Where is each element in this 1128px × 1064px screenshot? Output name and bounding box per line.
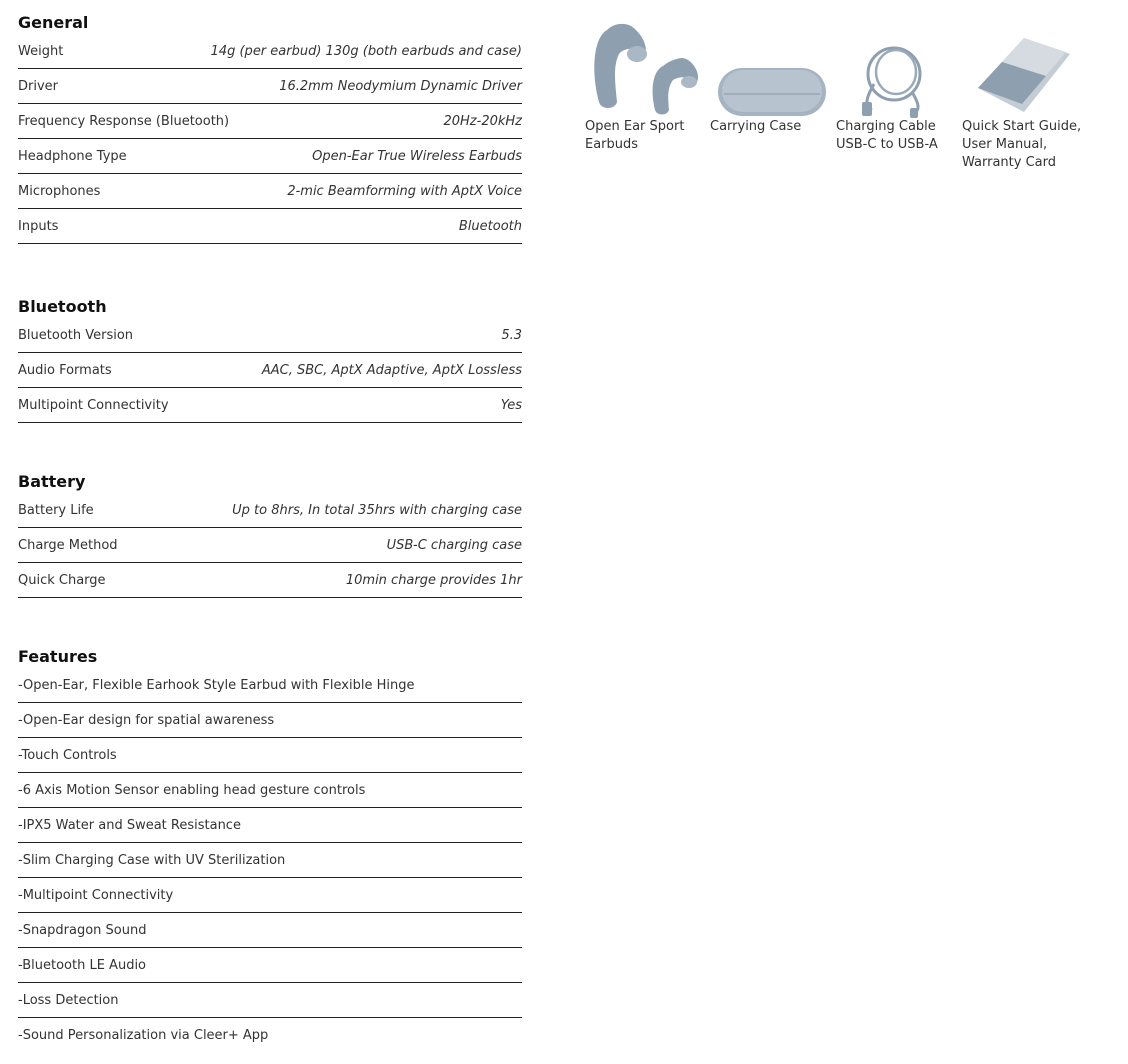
box-item-caption: Open Ear Sport Earbuds: [585, 119, 685, 152]
spec-row-driver: [18, 69, 522, 104]
spec-label: Inputs: [18, 218, 59, 234]
spec-row-battery-life: [18, 493, 522, 528]
spec-sheet: [18, 0, 522, 1053]
spec-label: Weight: [18, 43, 64, 59]
spec-value: 5.3: [501, 327, 522, 343]
spec-value: 14g (per earbud) 130g (both earbuds and case): [210, 43, 522, 59]
section-title-bluetooth: Bluetooth: [18, 297, 107, 316]
section-spacer: [18, 423, 522, 459]
spec-value: 20Hz-20kHz: [443, 113, 522, 129]
feature-item: -6 Axis Motion Sensor enabling head gesture controls: [18, 773, 522, 808]
spec-row-audio-formats: [18, 353, 522, 388]
feature-item: -Open-Ear, Flexible Earhook Style Earbud with Flexible Hinge: [18, 668, 522, 703]
charging-cable-icon: [836, 18, 956, 118]
spec-row-inputs: [18, 209, 522, 244]
box-item-carrying-case: [710, 18, 830, 136]
spec-label: Driver: [18, 78, 59, 94]
spec-value: Yes: [500, 397, 522, 413]
feature-item: -Loss Detection: [18, 983, 522, 1018]
spec-label: Audio Formats: [18, 362, 112, 378]
spec-label: Quick Charge: [18, 572, 106, 588]
spec-value: 2-mic Beamforming with AptX Voice: [287, 183, 522, 199]
section-title-general: General: [18, 13, 89, 32]
spec-row-microphones: [18, 174, 522, 209]
spec-value: USB-C charging case: [386, 537, 522, 553]
spec-row-weight: [18, 34, 522, 69]
spec-value: Up to 8hrs, In total 35hrs with charging case: [232, 502, 522, 518]
spec-value: 10min charge provides 1hr: [345, 572, 522, 588]
spec-value: Open-Ear True Wireless Earbuds: [312, 148, 522, 164]
box-item-caption: Charging Cable USB-C to USB-A: [836, 119, 938, 152]
feature-item: -IPX5 Water and Sweat Resistance: [18, 808, 522, 843]
spec-row-frequency-response: [18, 104, 522, 139]
section-title-battery: Battery: [18, 472, 86, 491]
spec-label: Multipoint Connectivity: [18, 397, 169, 413]
feature-item: -Open-Ear design for spatial awareness: [18, 703, 522, 738]
spec-row-bluetooth-version: [18, 318, 522, 353]
feature-item: -Sound Personalization via Cleer+ App: [18, 1028, 269, 1043]
spec-row-quick-charge: [18, 563, 522, 598]
spec-label: Charge Method: [18, 537, 118, 553]
spec-row-multipoint: [18, 388, 522, 423]
earbuds-icon: [585, 18, 705, 118]
general-spec-list: [18, 34, 522, 244]
box-item-caption: Carrying Case: [710, 119, 802, 134]
feature-item: -Multipoint Connectivity: [18, 878, 522, 913]
spec-value: Bluetooth: [458, 218, 522, 234]
feature-item: -Snapdragon Sound: [18, 913, 522, 948]
box-item-documents: [962, 18, 1082, 172]
spec-label: Frequency Response (Bluetooth): [18, 113, 230, 129]
feature-item: -Bluetooth LE Audio: [18, 948, 522, 983]
spec-label: Battery Life: [18, 502, 94, 518]
carrying-case-icon: [710, 18, 830, 118]
spec-value: AAC, SBC, AptX Adaptive, AptX Lossless: [261, 362, 522, 378]
section-spacer: [18, 244, 522, 284]
feature-item: -Touch Controls: [18, 738, 522, 773]
features-list: [18, 668, 522, 1053]
spec-label: Microphones: [18, 183, 101, 199]
spec-label: Bluetooth Version: [18, 327, 134, 343]
spec-row-charge-method: [18, 528, 522, 563]
spec-label: Headphone Type: [18, 148, 127, 164]
section-title-features: Features: [18, 647, 98, 666]
feature-item: -Slim Charging Case with UV Sterilization: [18, 843, 522, 878]
spec-row-headphone-type: [18, 139, 522, 174]
box-item-charging-cable: [836, 18, 956, 154]
bluetooth-spec-list: [18, 318, 522, 423]
battery-spec-list: [18, 493, 522, 598]
documents-icon: [962, 18, 1082, 118]
section-spacer: [18, 598, 522, 634]
spec-value: 16.2mm Neodymium Dynamic Driver: [279, 78, 522, 94]
box-item-caption: Quick Start Guide, User Manual, Warranty Card: [962, 119, 1082, 170]
box-item-earbuds: [585, 18, 705, 154]
in-the-box: [585, 18, 1105, 188]
